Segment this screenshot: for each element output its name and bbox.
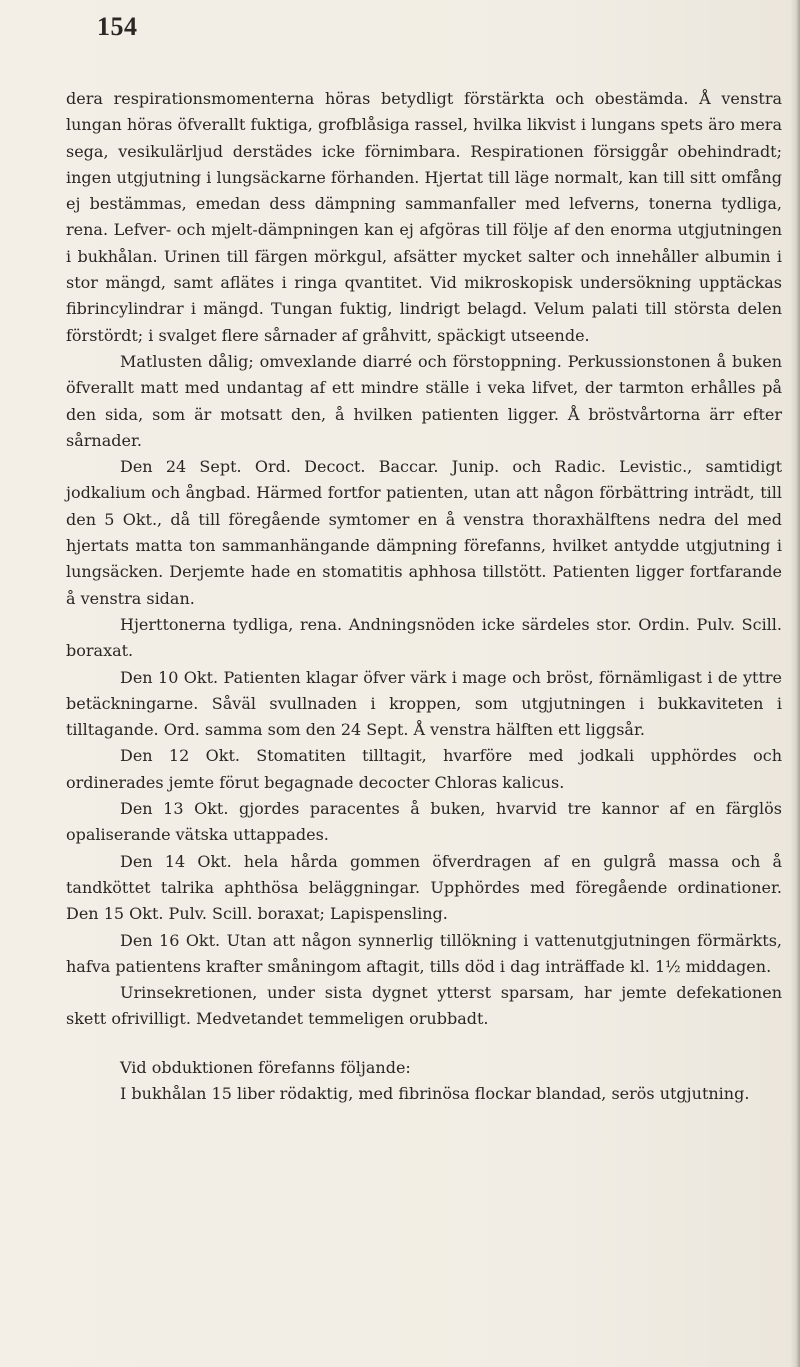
page-edge-shadow [790,0,800,1367]
paragraph-oct-16: Den 16 Okt. Utan att någon synnerlig tillökning i vattenutgjutningen förmärkts, hafva patientens krafter småningom aftagit, tills död i dag inträffade kl. 1½ middagen. [66,930,782,976]
body-text [66,86,782,1107]
page-number: 154 [97,12,138,41]
paragraph-oct-12: Den 12 Okt. Stomatiten tilltagit, hvarföre med jodkali upphördes och ordinerades jemte förut begagnade decocter Chloras kalicus. [66,746,782,792]
paragraph-findings: dera respirationsmomenterna höras betydligt förstärkta och obestämda. Å venstra lungan höras öfverallt fuktiga, grofblåsiga rassel, hvilka likvist i lungans spets äro mera sega, vesikulärljud derstädes icke förnimbara. Respirationen försiggår obehindradt; ingen utgjutning i lungsäckarne förhanden. Hjertat till läge normalt, kan till sitt omfång ej bestämmas, emedan dess dämpning sammanfaller med lefverns, tonerna tydliga, rena. Lefver- och mjelt-dämpningen kan ej afgöras till följe af den enorma utgjutningen i bukhålan. Urinen till färgen mörkgul, afsätter mycket salter och innehåller albumin i stor mängd, samt aflätes i ringa qvantitet. Vid mikroskopisk undersökning upptäckas fibrincylindrar i mängd. Tungan fuktig, lindrigt belagd. Velum palati till största delen förstördt; i svalget flere sårnader af gråhvitt, späckigt utseende. [66,89,782,345]
paragraph-urine: Urinsekretionen, under sista dygnet ytterst sparsam, har jemte defekationen skett ofrivilligt. Medvetandet temmeligen orubbadt. [66,983,782,1029]
paragraph-oct-13: Den 13 Okt. gjordes paracentes å buken, hvarvid tre kannor af en färglös opaliserande vätska uttappades. [66,799,782,845]
paragraph-oct-10: Den 10 Okt. Patienten klagar öfver värk i mage och bröst, förnämligast i de yttre betäckningarne. Såväl svullnaden i kroppen, som utgjutningen i bukkaviteten i tilltagande. Ord. samma som den 24 Sept. Å venstra hälften ett liggsår. [66,667,782,740]
autopsy-item-1: I bukhålan 15 liber rödaktig, med fibrinösa flockar blandad, serös utgjutning. [120,1083,750,1103]
paragraph-sept-24: Den 24 Sept. Ord. Decoct. Baccar. Junip. och Radic. Levistic., samtidigt jodkalium och ångbad. Härmed fortfor patienten, utan att någon förbättring inträdt, till den 5 Okt., då till föregående symtomer en å venstra thoraxhälftens nedra del med hjertats matta ton sammanhängande dämpning förefanns, hvilket antydde utgjutning i lungsäcken. Derjemte hade en stomatitis aphhosa tillstött. Patienten ligger fortfarande å venstra sidan. [66,457,782,608]
autopsy-heading: Vid obduktionen förefanns följande: [120,1057,411,1077]
paragraph-appetite: Matlusten dålig; omvexlande diarré och förstoppning. Perkussionstonen å buken öfverallt matt med undantag af ett mindre ställe i veka lifvet, der tarmton erhålles på den sida, som är motsatt den, å hvilken patienten ligger. Å bröstvårtorna ärr efter sårnader. [66,351,782,450]
paragraph-oct-14: Den 14 Okt. hela hårda gommen öfverdragen af en gulgrå massa och å tandköttet talrika aphthösa beläggningar. Upphördes med föregående ordinationer. Den 15 Okt. Pulv. Scill. boraxat; Lapispensling. [66,851,782,924]
section-gap [66,1033,782,1055]
paragraph-heart-tones: Hjerttonerna tydliga, rena. Andningsnöden icke särdeles stor. Ordin. Pulv. Scill. boraxat. [66,614,782,661]
